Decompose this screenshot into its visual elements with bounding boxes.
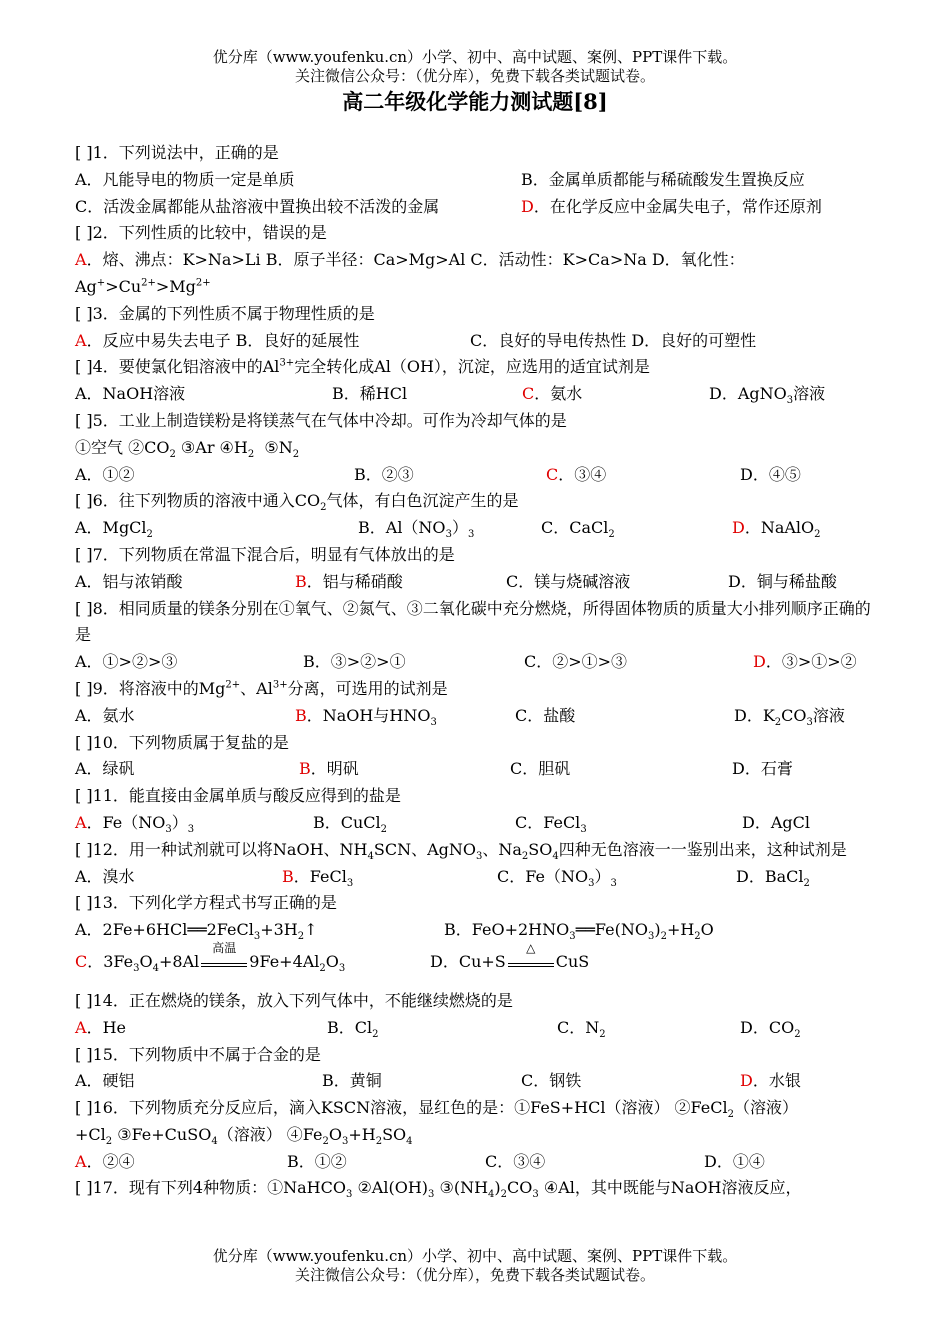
q14-option-d: D．$CO_2$ <box>740 1017 801 1040</box>
q4-option-a: A．NaOH溶液 <box>75 384 186 404</box>
q10-option-a: A．绿矾 <box>75 759 135 779</box>
question-13-stem: [ ]13．下列化学方程式书写正确的是 <box>75 893 337 913</box>
q8-option-b: B．③>②>① <box>303 652 406 672</box>
q12-option-a: A．溴水 <box>75 866 135 886</box>
question-5-gases: ①空气 $②CO_2$ ③Ar $④H_2$ $⑤N_2$ <box>75 437 300 460</box>
q3-option-cd: C．良好的导电传热性 D．良好的可塑性 <box>470 330 757 350</box>
question-16-stem: [ ]16．下列物质充分反应后，滴入KSCN溶液，显红色的是：①FeS+HCl（溶液） ②FeCl$_2$（溶液）$+Cl_2$ ③Fe+CuSO$_4$（溶液） $④Fe_2O_3+H_2SO_4$ <box>75 1098 798 1148</box>
question-11-stem: [ ]11．能直接由金属单质与酸反应得到的盐是 <box>75 786 401 806</box>
q5-option-a: A．①② <box>75 464 135 484</box>
question-9-stem: [ ]9．将溶液中的$Mg^{2+}$、$Al^{3+}$分离，可选用的试剂是 <box>75 678 448 698</box>
q15-option-c: C．钢铁 <box>521 1071 582 1091</box>
q10-option-c: C．胆矾 <box>510 759 571 779</box>
question-14-stem: [ ]14．正在燃烧的镁条，放入下列气体中，不能继续燃烧的是 <box>75 990 513 1010</box>
q4-option-c: C．氨水 <box>522 384 583 404</box>
question-5-options <box>75 462 875 489</box>
question-5-stem: [ ]5．工业上制造镁粉是将镁蒸气在气体中冷却。可作为冷却气体的是 <box>75 410 567 430</box>
q5-option-b: B．②③ <box>354 464 414 484</box>
footer-line-1: 优分库（www.youfenku.cn）小学、初中、高中试题、案例、PPT课件下载。 <box>212 1247 738 1265</box>
q13-option-d: D．Cu+S △ CuS <box>430 940 590 971</box>
q12-option-d: D．BaCl$_2$ <box>736 866 810 889</box>
q9-option-a: A．氨水 <box>75 705 135 725</box>
q14-option-b: B．$Cl_2$ <box>327 1017 379 1040</box>
question-14-options <box>75 1015 875 1042</box>
q6-option-c: C．CaCl$_2$ <box>541 518 615 541</box>
q6-option-a: A．MgCl$_2$ <box>75 518 153 541</box>
q5-option-c: C．③④ <box>546 464 607 484</box>
q7-option-b: B．铝与稀硝酸 <box>295 571 403 591</box>
footer-line-2: 关注微信公众号：（优分库），免费下载各类试题试卷。 <box>294 1266 655 1284</box>
q12-answer-letter: B <box>282 866 294 886</box>
question-6-stem: [ ]6．往下列物质的溶液中通入$CO_2$气体，有白色沉淀产生的是 <box>75 491 519 514</box>
question-17-stem: [ ]17．现有下列4种物质：①NaHCO$_3$ $②Al(OH)_3$ $③(NH_4)_2CO_3$ ④Al，其中既能与NaOH溶液反应， <box>75 1178 802 1201</box>
question-16-options <box>75 1149 875 1176</box>
page-title: 高二年级化学能力测试题[8] <box>342 89 608 114</box>
q9-answer-letter: B <box>295 705 307 725</box>
q13-option-b: B．$FeO+2HNO_3══Fe(NO_3)_2+H_2O$ <box>444 920 714 943</box>
q8-option-d: D．③>①>② <box>753 652 857 672</box>
q6-answer-letter: D <box>732 518 745 538</box>
q13-condition-heat: △ <box>508 951 554 973</box>
q3-option-ab: A．反应中易失去电子 B．良好的延展性 <box>75 330 360 350</box>
q15-option-a: A．硬铝 <box>75 1071 135 1091</box>
q1-option-c: C．活泼金属都能从盐溶液中置换出较不活泼的金属 <box>75 196 440 216</box>
q6-option-b: B．$Al(NO_3)_3$ <box>358 518 475 541</box>
q9-option-c: C．盐酸 <box>515 705 576 725</box>
q16-option-d: D．①④ <box>704 1151 765 1171</box>
q12-option-c: C．$Fe(NO_3)_3$ <box>497 866 617 889</box>
q10-option-b: B．明矾 <box>299 759 359 779</box>
q4-option-b: B．稀HCl <box>332 384 408 404</box>
question-10-options <box>75 756 875 783</box>
q5-option-d: D．④⑤ <box>740 464 801 484</box>
q13-option-c: C．$3Fe_3O_4+8Al$ 高温 $9Fe+4Al_2O_3$ <box>75 940 346 975</box>
q3-answer-letter: A <box>75 330 87 350</box>
q6-option-d: D．NaAlO$_2$ <box>732 518 821 541</box>
question-11-options <box>75 810 875 837</box>
q16-option-b: B．①② <box>287 1151 347 1171</box>
q7-option-c: C．镁与烧碱溶液 <box>506 571 631 591</box>
question-12-options <box>75 864 875 891</box>
question-1-options-cd <box>75 194 875 221</box>
q9-option-b: B．NaOH与$HNO_3$ <box>295 705 437 728</box>
q8-option-c: C．②>①>③ <box>524 652 628 672</box>
q2-answer-letter: A <box>75 250 87 270</box>
q14-option-c: C．$N_2$ <box>557 1017 606 1040</box>
q10-option-d: D．石膏 <box>732 759 793 779</box>
q10-answer-letter: B <box>299 759 311 779</box>
q8-option-a: A．①>②>③ <box>75 652 178 672</box>
q13-answer-letter: C <box>75 951 88 971</box>
question-15-options <box>75 1068 875 1095</box>
q16-option-a: A．②④ <box>75 1151 135 1171</box>
q7-option-d: D．铜与稀盐酸 <box>728 571 837 591</box>
question-3-options <box>75 328 875 355</box>
question-12-stem: [ ]12．用一种试剂就可以将NaOH、$NH_4SCN$、AgNO$_3$、$Na_2SO_4$四种无色溶液一一鉴别出来，这种试剂是 <box>75 839 847 862</box>
header-line-2: 关注微信公众号：（优分库），免费下载各类试题试卷。 <box>294 67 655 85</box>
q15-answer-letter: D <box>740 1071 753 1091</box>
q15-option-b: B．黄铜 <box>322 1071 382 1091</box>
q9-option-d: D．$K_2CO_3$溶液 <box>734 705 845 728</box>
q11-option-c: C．FeCl$_3$ <box>515 812 587 836</box>
q4-answer-letter: C <box>522 384 535 404</box>
q11-option-a: A．$Fe(NO_3)_3$ <box>75 812 195 836</box>
q15-option-d: D．水银 <box>740 1071 801 1091</box>
question-2-options: A．熔、沸点：K>Na>Li B．原子半径：Ca>Mg>Al C．活动性：K>Ca>Na D．氧化性： <box>75 250 745 270</box>
q8-answer-letter: D <box>753 652 766 672</box>
q14-answer-letter: A <box>75 1017 87 1037</box>
q1-option-a: A．凡能导电的物质一定是单质 <box>75 169 295 189</box>
q5-answer-letter: C <box>546 464 559 484</box>
question-7-options <box>75 569 875 596</box>
question-3-stem: [ ]3．金属的下列性质不属于物理性质的是 <box>75 303 375 323</box>
q1-answer-letter: D <box>521 196 534 216</box>
question-2-stem: [ ]2．下列性质的比较中，错误的是 <box>75 223 327 243</box>
q16-option-c: C．③④ <box>485 1151 546 1171</box>
q13-condition-high-temp: 高温 <box>201 951 247 973</box>
q4-option-d: D．AgNO$_3$溶液 <box>709 384 826 407</box>
q7-answer-letter: B <box>295 571 307 591</box>
question-7-stem: [ ]7．下列物质在常温下混合后，明显有气体放出的是 <box>75 544 455 564</box>
q11-answer-letter: A <box>75 812 87 832</box>
q12-option-b: B．FeCl$_3$ <box>282 866 354 889</box>
q16-answer-letter: A <box>75 1151 87 1171</box>
q1-option-d: D．在化学反应中金属失电子，常作还原剂 <box>521 196 822 216</box>
question-8-options <box>75 649 875 676</box>
question-8-stem: [ ]8．相同质量的镁条分别在①氧气、②氮气、③二氧化碳中充分燃烧，所得固体物质的质量大小排列顺序正确的是 <box>75 598 871 645</box>
header-line-1: 优分库（www.youfenku.cn）小学、初中、高中试题、案例、PPT课件下载。 <box>212 48 738 66</box>
question-9-options <box>75 703 875 730</box>
question-1-options-ab <box>75 167 875 194</box>
question-10-stem: [ ]10．下列物质属于复盐的是 <box>75 732 289 752</box>
q14-option-a: A．He <box>75 1017 126 1037</box>
q11-option-d: D．AgCl <box>742 812 810 832</box>
question-13-options-ab <box>75 917 875 944</box>
q1-option-b: B．金属单质都能与稀硫酸发生置换反应 <box>521 169 805 189</box>
question-6-options <box>75 515 875 542</box>
question-13-options-cd <box>75 940 875 980</box>
q11-option-b: B．CuCl$_2$ <box>313 812 388 836</box>
q13-option-a: A．$2Fe+6HCl══2FeCl_3+3H_2↑$ <box>75 920 318 943</box>
question-15-stem: [ ]15．下列物质中不属于合金的是 <box>75 1044 321 1064</box>
question-4-options <box>75 381 875 408</box>
question-4-stem: [ ]4．要使氯化铝溶液中的$Al^{3+}$完全转化成Al（OH），沉淀，应选用的适宜试剂是 <box>75 357 650 377</box>
question-1-stem: [ ]1．下列说法中，正确的是 <box>75 143 279 162</box>
q7-option-a: A．铝与浓销酸 <box>75 571 183 591</box>
question-2-options-cont: $Ag^+>Cu^{2+}>Mg^{2+}$ <box>75 276 211 296</box>
question-list <box>75 140 875 1202</box>
